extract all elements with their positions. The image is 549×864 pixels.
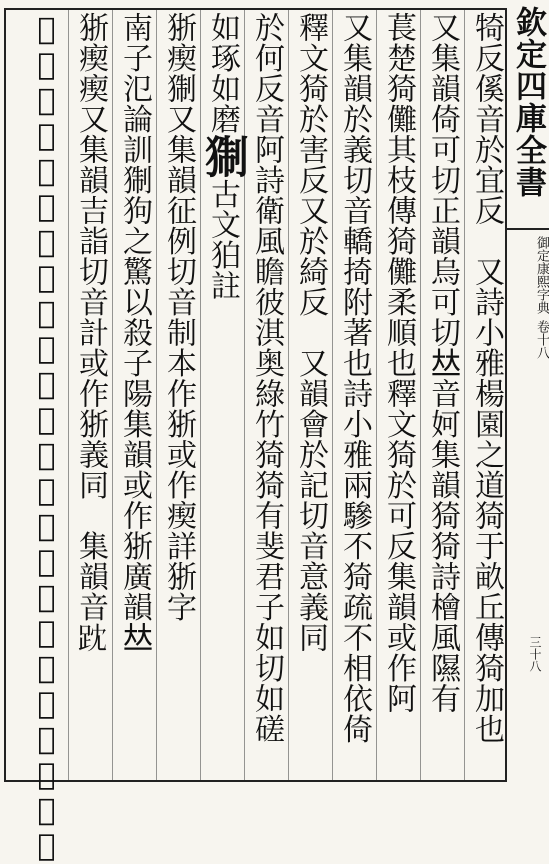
volume-label: 卷十八 xyxy=(534,320,549,360)
text-column: 又集韻倚可切正韻烏可切𠀤音妸集韻猗猗詩檜風隰有 xyxy=(425,12,460,714)
column-rule xyxy=(464,10,465,780)
column-rule xyxy=(244,10,245,780)
column-rule xyxy=(288,10,289,780)
text-column: 犄反傒音於宜反 又詩小雅楊園之道猗于畝丘傳猗加也 xyxy=(469,12,504,744)
text-column: 南子氾論訓猘狗之驚以殺子陽集韻或作狾廣韻𠀤 xyxy=(117,12,152,653)
text-column: 狾瘈瘈又集韻吉詣切音計或作狾義同 集韻音𧿒 xyxy=(73,12,108,653)
column-rule xyxy=(68,10,69,780)
text-column: 又集韻於義切音轎掎附著也詩小雅兩驂不猗疏不相依倚 xyxy=(337,12,372,744)
text-fragment: 古文狛註 xyxy=(205,178,240,301)
column-rule xyxy=(112,10,113,780)
text-column: 𤟁音爭廣韻獸名似豹一角五尾山海經章峨之山有獸焉狀 xyxy=(29,12,64,864)
book-title: 欽定四庫全書 xyxy=(510,6,546,198)
text-column: 於何反音阿詩衛風瞻彼淇奥綠竹猗猗有斐君子如切如磋 xyxy=(249,12,284,744)
page-number: 三十八 xyxy=(528,636,542,672)
column-rule xyxy=(376,10,377,780)
header-separator xyxy=(505,228,549,230)
text-column: 萇楚猗儺其枝傳猗儺柔順也釋文猗於可反集韻或作阿 xyxy=(381,12,416,714)
headword: 猘 xyxy=(197,134,248,179)
column-rule xyxy=(156,10,157,780)
column-rule xyxy=(332,10,333,780)
text-fragment: 如琢如磨 xyxy=(205,12,240,134)
column-rule xyxy=(200,10,201,780)
text-column: 釋文猗於害反又於綺反 又韻會於記切音意義同 xyxy=(293,12,328,653)
column-rule xyxy=(420,10,421,780)
side-title: 御定康熙字典 xyxy=(534,236,549,314)
side-margin xyxy=(509,236,549,386)
text-column xyxy=(197,12,248,778)
text-column: 狾瘈猘又集韻征例切音制本作狾或作瘈詳狾字 xyxy=(161,12,196,622)
